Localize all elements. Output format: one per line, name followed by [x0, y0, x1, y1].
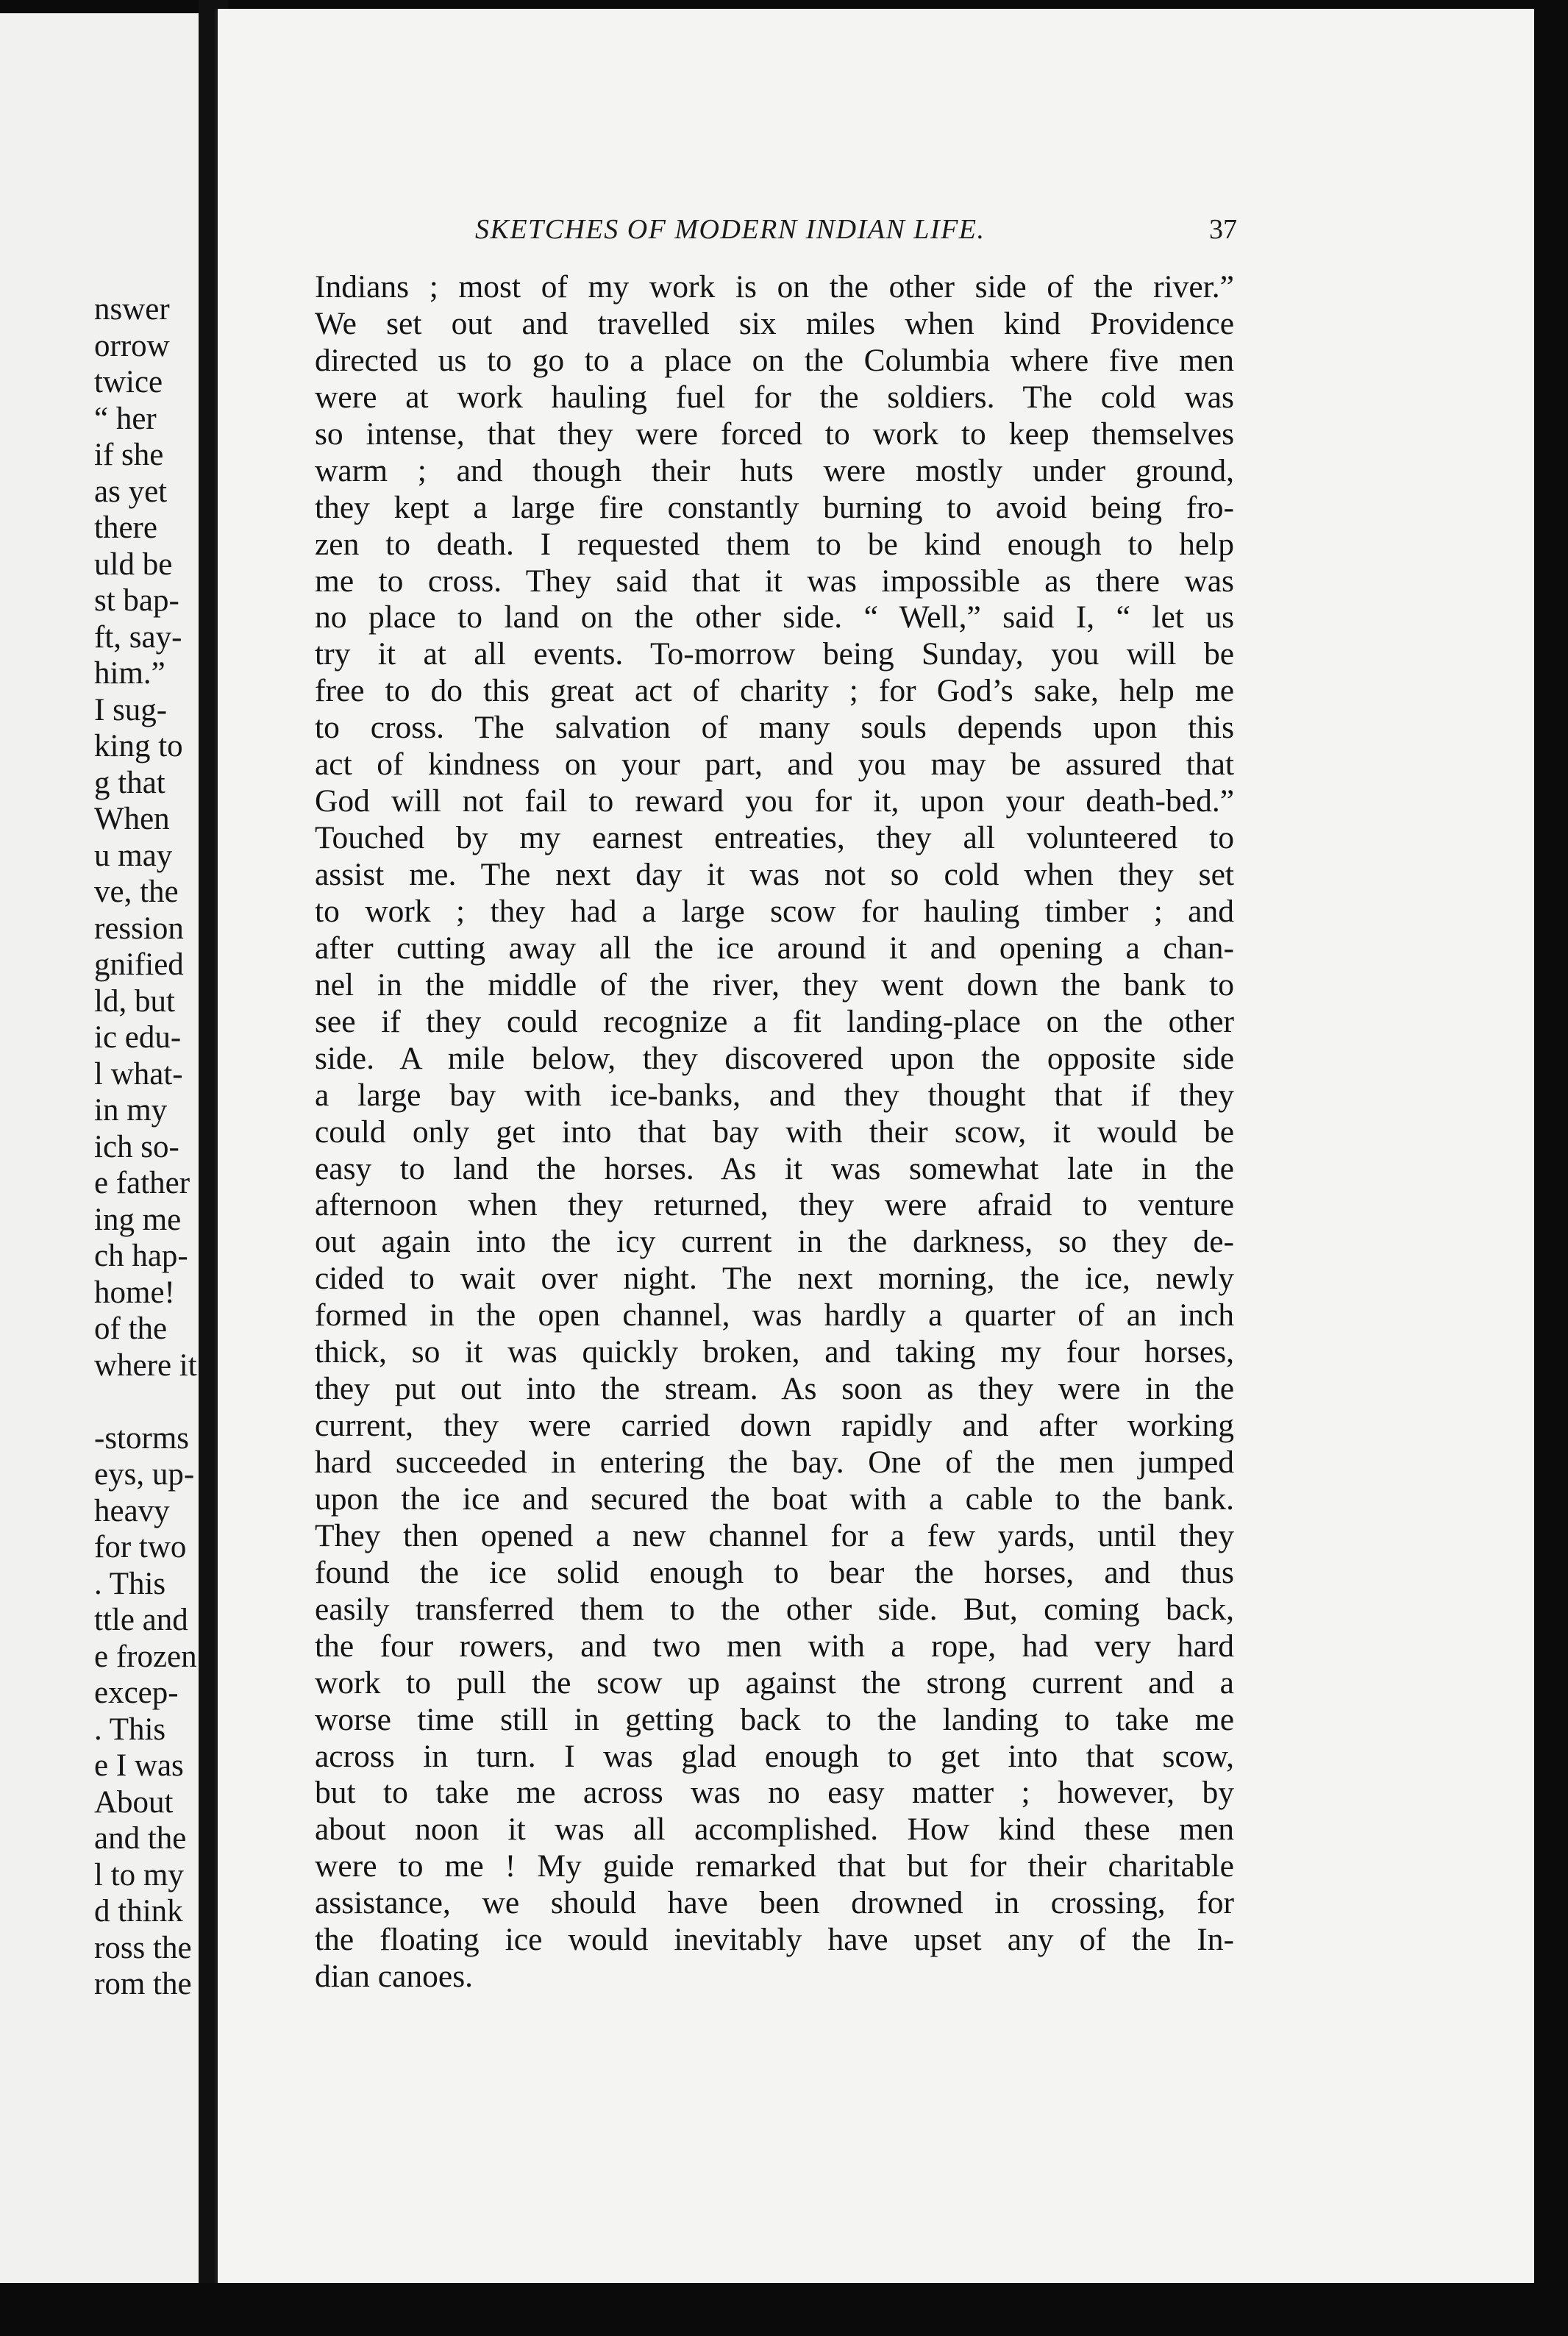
text-line: the floating ice would inevitably have upset any of the In-: [315, 1922, 1234, 1958]
facing-page: [0, 13, 199, 2283]
running-head: [218, 213, 1534, 250]
body-text: [315, 269, 1234, 1995]
facing-page-line: e frozen: [94, 1639, 197, 1674]
text-line: act of kindness on your part, and you may be assured that: [315, 747, 1234, 783]
text-line: they kept a large fire constantly burning to avoid being fro-: [315, 489, 1234, 525]
facing-page-line: ttle and: [94, 1603, 188, 1637]
facing-page-line: orrow: [94, 328, 170, 363]
facing-page-line: I sug-: [94, 692, 168, 727]
facing-page-line: and the: [94, 1821, 187, 1856]
text-line: me to cross. They said that it was impossible as there was: [315, 563, 1234, 599]
facing-page-line: ich so-: [94, 1129, 179, 1164]
facing-page-line: eys, up-: [94, 1457, 195, 1492]
scan-border: [0, 2283, 1568, 2336]
text-line: after cutting away all the ice around it and opening a chan-: [315, 930, 1234, 966]
facing-page-line: ch hap-: [94, 1239, 188, 1273]
running-title: SKETCHES OF MODERN INDIAN LIFE.: [475, 214, 986, 245]
text-line: but to take me across was no easy matter ; however, by: [315, 1775, 1234, 1811]
facing-page-line: -storms: [94, 1420, 189, 1456]
facing-page-line: When: [94, 802, 170, 836]
text-line: zen to death. I requested them to be kind enough to help: [315, 526, 1234, 562]
facing-page-line: heavy: [94, 1493, 170, 1528]
text-line: a large bay with ice-banks, and they thought that if they: [315, 1077, 1234, 1113]
facing-page-line: ic edu-: [94, 1020, 182, 1055]
text-line: found the ice solid enough to bear the horses, and thus: [315, 1554, 1234, 1590]
facing-page-line: home!: [94, 1275, 175, 1310]
text-line: no place to land on the other side. “ Well,” said I, “ let us: [315, 599, 1234, 635]
facing-page-line: ross the: [94, 1930, 192, 1965]
text-line: directed us to go to a place on the Columbia where five men: [315, 342, 1234, 378]
facing-page-line: ve, the: [94, 875, 179, 909]
facing-page-line: ld, but: [94, 983, 175, 1019]
facing-page-line: . This: [94, 1566, 166, 1601]
facing-page-line: if she: [94, 438, 164, 472]
facing-page-line: for two: [94, 1530, 187, 1564]
text-line: were at work hauling fuel for the soldiers. The cold was: [315, 379, 1234, 415]
facing-page-line: g that: [94, 765, 165, 800]
facing-page-line: in my: [94, 1093, 168, 1128]
facing-page-line: uld be: [94, 546, 173, 582]
text-line: warm ; and though their huts were mostly under ground,: [315, 452, 1234, 488]
facing-page-line: of the: [94, 1311, 168, 1346]
text-line: Touched by my earnest entreaties, they all volunteered to: [315, 820, 1234, 856]
text-line: worse time still in getting back to the landing to take me: [315, 1701, 1234, 1737]
facing-page-line: About: [94, 1784, 174, 1820]
text-line: current, they were carried down rapidly and after working: [315, 1408, 1234, 1444]
text-line: easy to land the horses. As it was somewhat late in the: [315, 1150, 1234, 1186]
text-line: They then opened a new channel for a few yards, until they: [315, 1517, 1234, 1553]
facing-page-line: d think: [94, 1894, 183, 1929]
text-line: to work ; they had a large scow for hauling timber ; and: [315, 893, 1234, 929]
facing-page-line: excep-: [94, 1676, 179, 1710]
facing-page-line: “ her: [94, 401, 157, 436]
text-line: were to me ! My guide remarked that but for their charitable: [315, 1848, 1234, 1884]
facing-page-line: st bap-: [94, 583, 179, 618]
text-line: upon the ice and secured the boat with a cable to the bank.: [315, 1481, 1234, 1517]
text-line: God will not fail to reward you for it, upon your death-bed.”: [315, 783, 1234, 819]
text-line: afternoon when they returned, they were afraid to venture: [315, 1187, 1234, 1223]
facing-page-line: gnified: [94, 947, 184, 982]
text-line: so intense, that they were forced to work to keep themselves: [315, 416, 1234, 452]
facing-page-line: ression: [94, 911, 184, 946]
text-line: see if they could recognize a fit landing-place on the other: [315, 1003, 1234, 1039]
text-line: across in turn. I was glad enough to get into that scow,: [315, 1738, 1234, 1774]
page-number: 37: [1209, 214, 1237, 245]
text-line: could only get into that bay with their scow, it would be: [315, 1114, 1234, 1150]
facing-page-line: as yet: [94, 474, 168, 509]
text-line: they put out into the stream. As soon as they were in the: [315, 1371, 1234, 1407]
facing-page-line: e I was: [94, 1748, 184, 1783]
facing-page-line: l what-: [94, 1056, 183, 1092]
text-line: side. A mile below, they discovered upon the opposite side: [315, 1040, 1234, 1076]
text-line: the four rowers, and two men with a rope, had very hard: [315, 1628, 1234, 1664]
facing-page-line: u may: [94, 838, 173, 873]
text-line: cided to wait over night. The next morning, the ice, newly: [315, 1261, 1234, 1297]
text-line: hard succeeded in entering the bay. One of the men jumped: [315, 1445, 1234, 1480]
text-line: dian canoes.: [315, 1959, 473, 1995]
text-line: about noon it was all accomplished. How kind these men: [315, 1812, 1234, 1848]
facing-page-line: l to my: [94, 1857, 184, 1892]
facing-page-line: nswer: [94, 292, 170, 327]
text-line: Indians ; most of my work is on the other side of the river.”: [315, 269, 1234, 305]
text-line: to cross. The salvation of many souls depends upon this: [315, 710, 1234, 746]
facing-page-line: ing me: [94, 1202, 182, 1237]
facing-page-line: there: [94, 510, 157, 545]
text-line: nel in the middle of the river, they went down the bank to: [315, 966, 1234, 1003]
text-line: thick, so it was quickly broken, and taking my four horses,: [315, 1334, 1234, 1370]
facing-page-line: him.”: [94, 656, 165, 691]
text-line: try it at all events. To-morrow being Sunday, you will be: [315, 636, 1234, 672]
text-line: assist me. The next day it was not so cold when they set: [315, 857, 1234, 892]
book-page: [215, 9, 1534, 2283]
text-line: easily transferred them to the other side. But, coming back,: [315, 1591, 1234, 1627]
facing-page-line: ft, say-: [94, 619, 182, 655]
facing-page-line: twice: [94, 365, 163, 399]
facing-page-line: where it: [94, 1347, 197, 1383]
text-line: free to do this great act of charity ; for God’s sake, help me: [315, 673, 1234, 709]
text-line: formed in the open channel, was hardly a quarter of an inch: [315, 1297, 1234, 1333]
text-line: assistance, we should have been drowned in crossing, for: [315, 1885, 1234, 1921]
text-line: out again into the icy current in the darkness, so they de-: [315, 1224, 1234, 1260]
facing-page-line: rom the: [94, 1967, 192, 2001]
text-line: We set out and travelled six miles when kind Providence: [315, 305, 1234, 341]
text-line: work to pull the scow up against the strong current and a: [315, 1664, 1234, 1701]
facing-page-line: king to: [94, 729, 183, 763]
facing-page-line: e father: [94, 1166, 190, 1200]
facing-page-line: . This: [94, 1712, 166, 1747]
